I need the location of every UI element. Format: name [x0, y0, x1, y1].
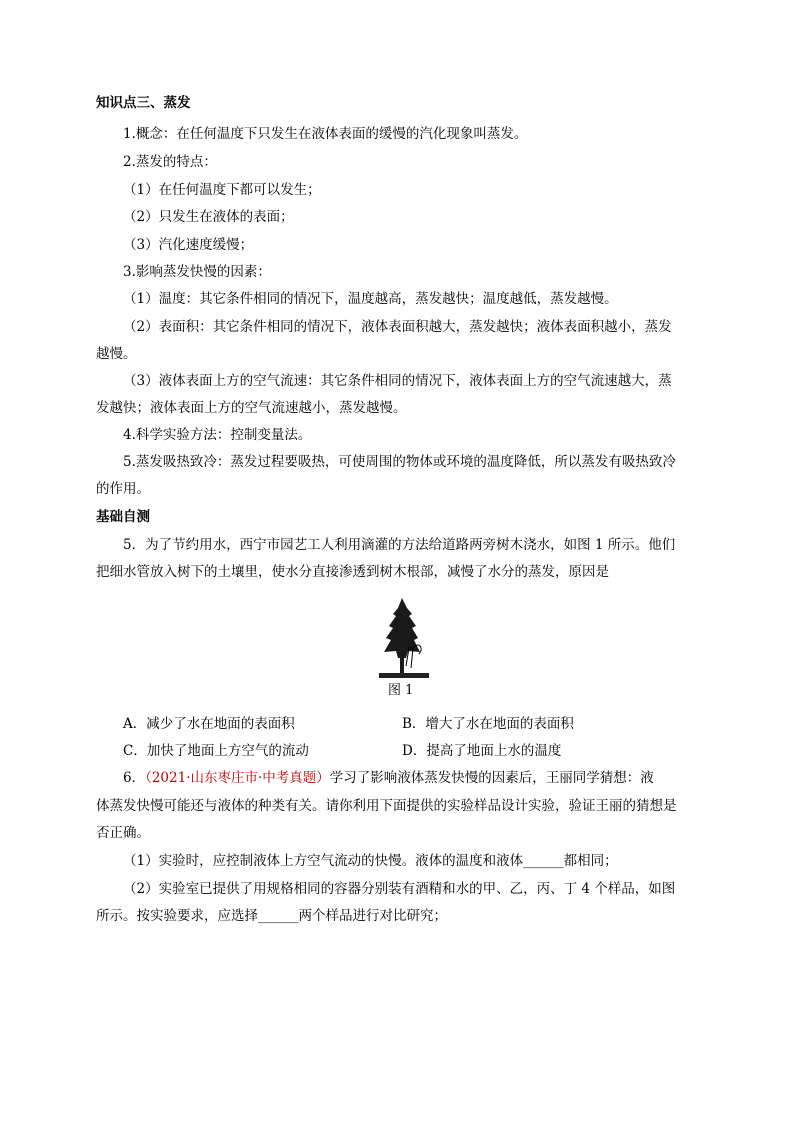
method-line: 4.科学实验方法：控制变量法。 [123, 427, 312, 443]
concept-line: 1.概念：在任何温度下只发生在液体表面的缓慢的汽化现象叫蒸发。 [123, 126, 528, 142]
q6-line-2: 体蒸发快慢可能还与液体的种类有关。请你利用下面提供的实验样品设计实验，验证王丽的猜想是 [96, 798, 677, 814]
q6-part-1: （1）实验时，应控制液体上方空气流动的快慢。液体的温度和液体______都相同； [123, 853, 618, 869]
q5-option-c[interactable]: C．加快了地面上方空气的流动 [123, 743, 309, 759]
factor-airflow: （3）液体表面上方的空气流速：其它条件相同的情况下，液体表面上方的空气流速越大，蒸 [123, 373, 672, 389]
cooling-line: 5.蒸发吸热致冷：蒸发过程要吸热，可使周围的物体或环境的温度降低，所以蒸发有吸热致冷 [123, 454, 676, 470]
section-title: 知识点三、蒸发 [96, 95, 191, 111]
q6-number: 6． [123, 770, 146, 786]
factor-airflow-cont: 发越快；液体表面上方的空气流速越小，蒸发越慢。 [96, 400, 407, 416]
q5-option-d[interactable]: D．提高了地面上水的温度 [402, 743, 562, 759]
soil-ground [379, 673, 429, 678]
q6-source-tag: （2021·山东枣庄市·中考真题） [145, 770, 330, 786]
q5-option-a[interactable]: A．减少了水在地面的表面积 [123, 716, 295, 732]
figure-caption: 图 1 [388, 683, 414, 698]
features-heading: 2.蒸发的特点： [123, 154, 217, 170]
tree-icon [384, 598, 420, 674]
q5-option-b[interactable]: B．增大了水在地面的表面积 [402, 716, 574, 732]
cooling-line-cont: 的作用。 [96, 481, 150, 497]
q6-part-2-line-1: （2）实验室已提供了用规格相同的容器分别装有酒精和水的甲、乙，丙、丁 4 个样品，如图 [123, 881, 676, 897]
factor-surface-area: （2）表面积：其它条件相同的情况下，液体表面积越大，蒸发越快；液体表面积越小，蒸发 [123, 319, 672, 335]
feature-item-3: （3）汽化速度缓慢； [123, 237, 254, 253]
tree-drip-irrigation-figure [376, 596, 432, 680]
factor-surface-area-cont: 越慢。 [96, 346, 137, 362]
q6-line-1 [123, 769, 654, 787]
q5-line-2: 把细水管放入树下的土壤里，使水分直接渗透到树木根部，减慢了水分的蒸发，原因是 [96, 564, 609, 580]
q6-line-1-text: 学习了影响液体蒸发快慢的因素后，王丽同学猜想：液 [329, 770, 654, 786]
feature-item-1: （1）在任何温度下都可以发生； [123, 182, 321, 198]
q5-line-1: 5．为了节约用水，西宁市园艺工人利用滴灌的方法给道路两旁树木浇水，如图 1 所示。他们 [123, 537, 676, 553]
factors-heading: 3.影响蒸发快慢的因素： [123, 264, 271, 280]
q6-line-3: 否正确。 [96, 825, 150, 841]
q6-part-2-line-2: 所示。按实验要求，应选择______两个样品进行对比研究； [96, 908, 447, 924]
factor-temperature: （1）温度：其它条件相同的情况下，温度越高，蒸发越快；温度越低，蒸发越慢。 [123, 291, 618, 307]
feature-item-2: （2）只发生在液体的表面； [123, 209, 294, 225]
test-title: 基础自测 [96, 509, 150, 525]
